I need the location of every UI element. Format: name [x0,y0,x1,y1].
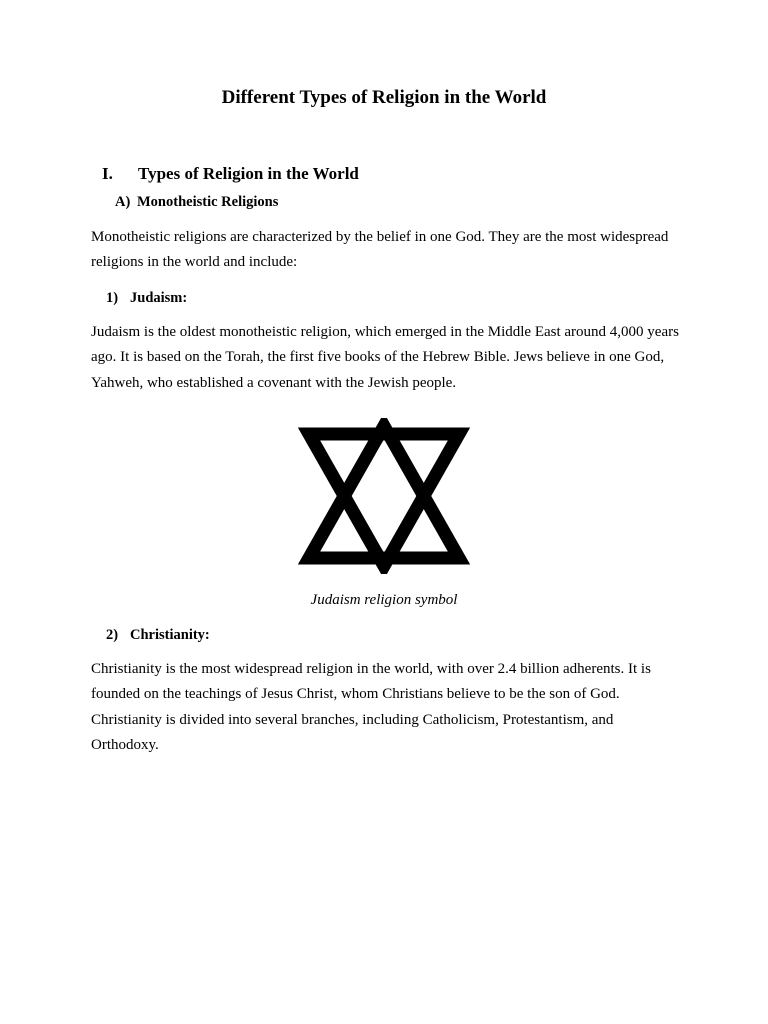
item-number: 1) [106,290,119,306]
subsection-heading [115,192,278,212]
figure-caption: Judaism religion symbol [310,592,458,608]
item-number: 2) [106,627,119,643]
judaism-paragraph: Judaism is the oldest monotheistic religion, which emerged in the Middle East around 4,000 years ago. It is based on the Torah, the first five books of the Hebrew Bible. Jews believe in one God, Yahweh, who established a covenant with the Jewish people. [91,324,679,391]
subsection-title: Monotheistic Religions [137,194,279,210]
item-heading-judaism [106,288,187,308]
section-heading [102,163,359,185]
document-title: Different Types of Religion in the World [221,87,547,108]
item-title: Judaism: [130,290,188,306]
star-of-david-icon [297,418,471,574]
item-title: Christianity: [130,627,210,643]
christianity-paragraph: Christianity is the most widespread religion in the world, with over 2.4 billion adherents. It is founded on the teachings of Jesus Christ, whom Christians believe to be the son of God. Christianity is divided into several branches, including Catholicism, Protestantism, and Orthodoxy. [91,661,651,753]
section-number: I. [102,164,113,183]
item-heading-christianity [106,625,210,645]
section-title: Types of Religion in the World [138,164,359,183]
subsection-number: A) [115,194,131,210]
intro-paragraph: Monotheistic religions are characterized by the belief in one God. They are the most widespread religions in the world and include: [91,229,669,271]
